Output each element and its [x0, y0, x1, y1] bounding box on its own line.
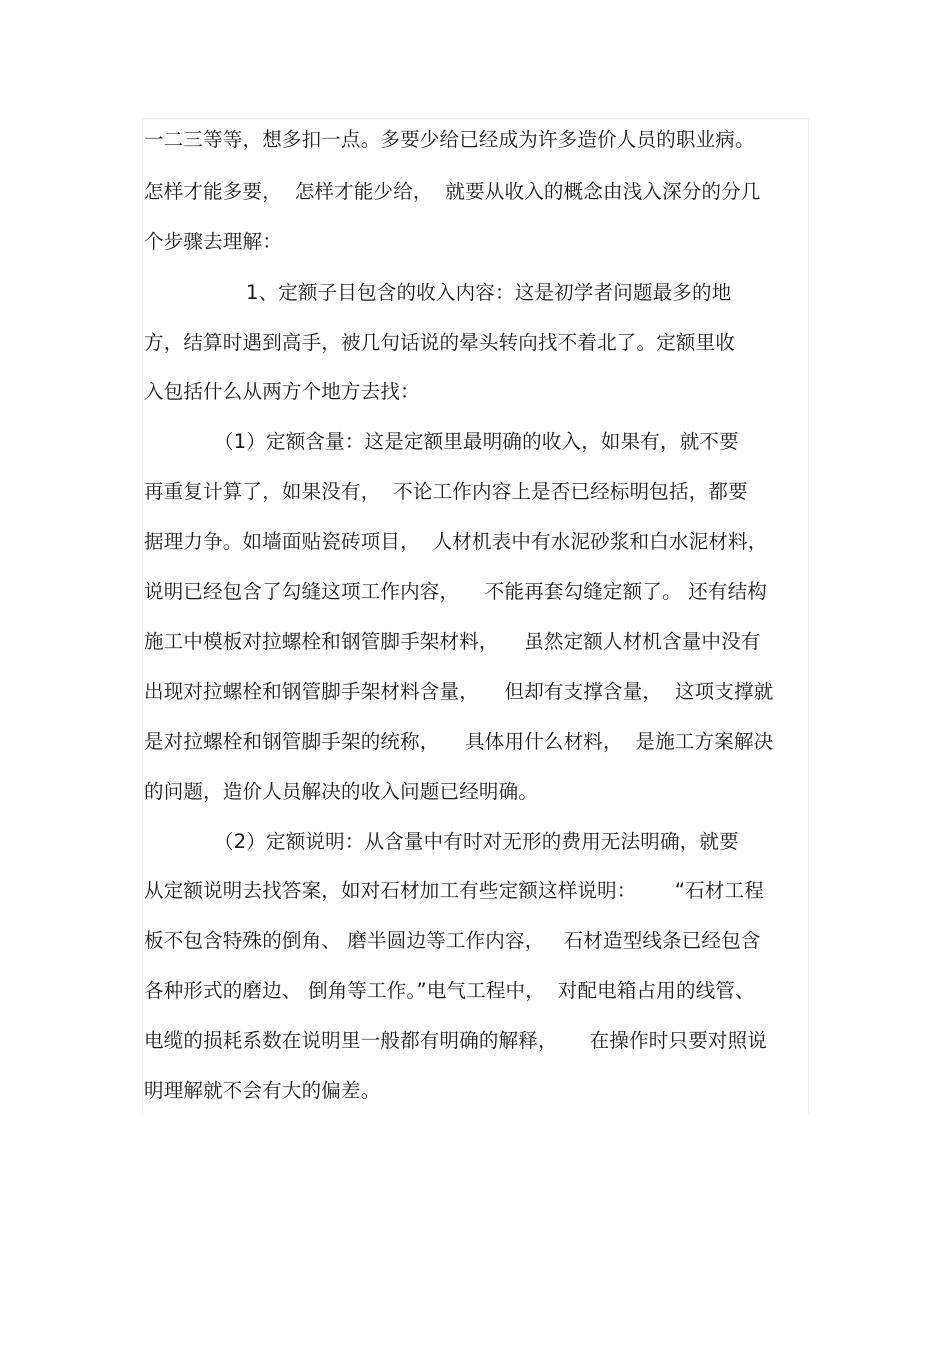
text-line: 再重复计算了，如果没有， 不论工作内容上是否已经标明包括，都要	[144, 480, 748, 503]
text-line: 说明已经包含了勾缝这项工作内容， 不能再套勾缝定额了。 还有结构	[144, 580, 767, 603]
text-line: 各种形式的磨边、 倒角等工作。”电气工程中， 对配电箱占用的线管、	[144, 979, 755, 1002]
text-line: 1、定额子目包含的收入内容：这是初学者问题最多的地	[246, 281, 732, 304]
text-line: 的问题，造价人员解决的收入问题已经明确。	[144, 780, 539, 803]
text-line: 个步骤去理解：	[144, 230, 282, 253]
text-line: 电缆的损耗系数在说明里一般都有明确的解释， 在操作时只要对照说	[144, 1029, 767, 1052]
text-line: 方，结算时遇到高手，被几句话说的晕头转向找不着北了。定额里收	[144, 331, 736, 354]
text-line: （1）定额含量：这是定额里最明确的收入，如果有，就不要	[214, 430, 739, 453]
text-line: 施工中模板对拉螺栓和钢管脚手架材料， 虽然定额人材机含量中没有	[144, 630, 761, 653]
text-line: 据理力争。如墙面贴瓷砖项目， 人材机表中有水泥砂浆和白水泥材料，	[144, 530, 768, 553]
text-line: 从定额说明去找答案，如对石材加工有些定额这样说明： “石材工程	[144, 879, 764, 902]
text-line: 板不包含特殊的倒角、 磨半圆边等工作内容， 石材造型线条已经包含	[144, 929, 761, 952]
text-line: 一二三等等，想多扣一点。多要少给已经成为许多造价人员的职业病。	[144, 128, 755, 151]
text-line: 明理解就不会有大的偏差。	[144, 1079, 381, 1102]
text-line: 入包括什么从两方个地方去找：	[144, 380, 420, 403]
text-line: 出现对拉螺栓和钢管脚手架材料含量， 但却有支撑含量， 这项支撑就	[144, 680, 774, 703]
text-line: 是对拉螺栓和钢管脚手架的统称， 具体用什么材料， 是施工方案解决	[144, 730, 774, 753]
page-frame	[142, 118, 809, 1114]
text-line: 怎样才能多要， 怎样才能少给， 就要从收入的概念由浅入深分的分几	[144, 180, 761, 203]
text-line: （2）定额说明：从含量中有时对无形的费用无法明确，就要	[214, 830, 739, 853]
